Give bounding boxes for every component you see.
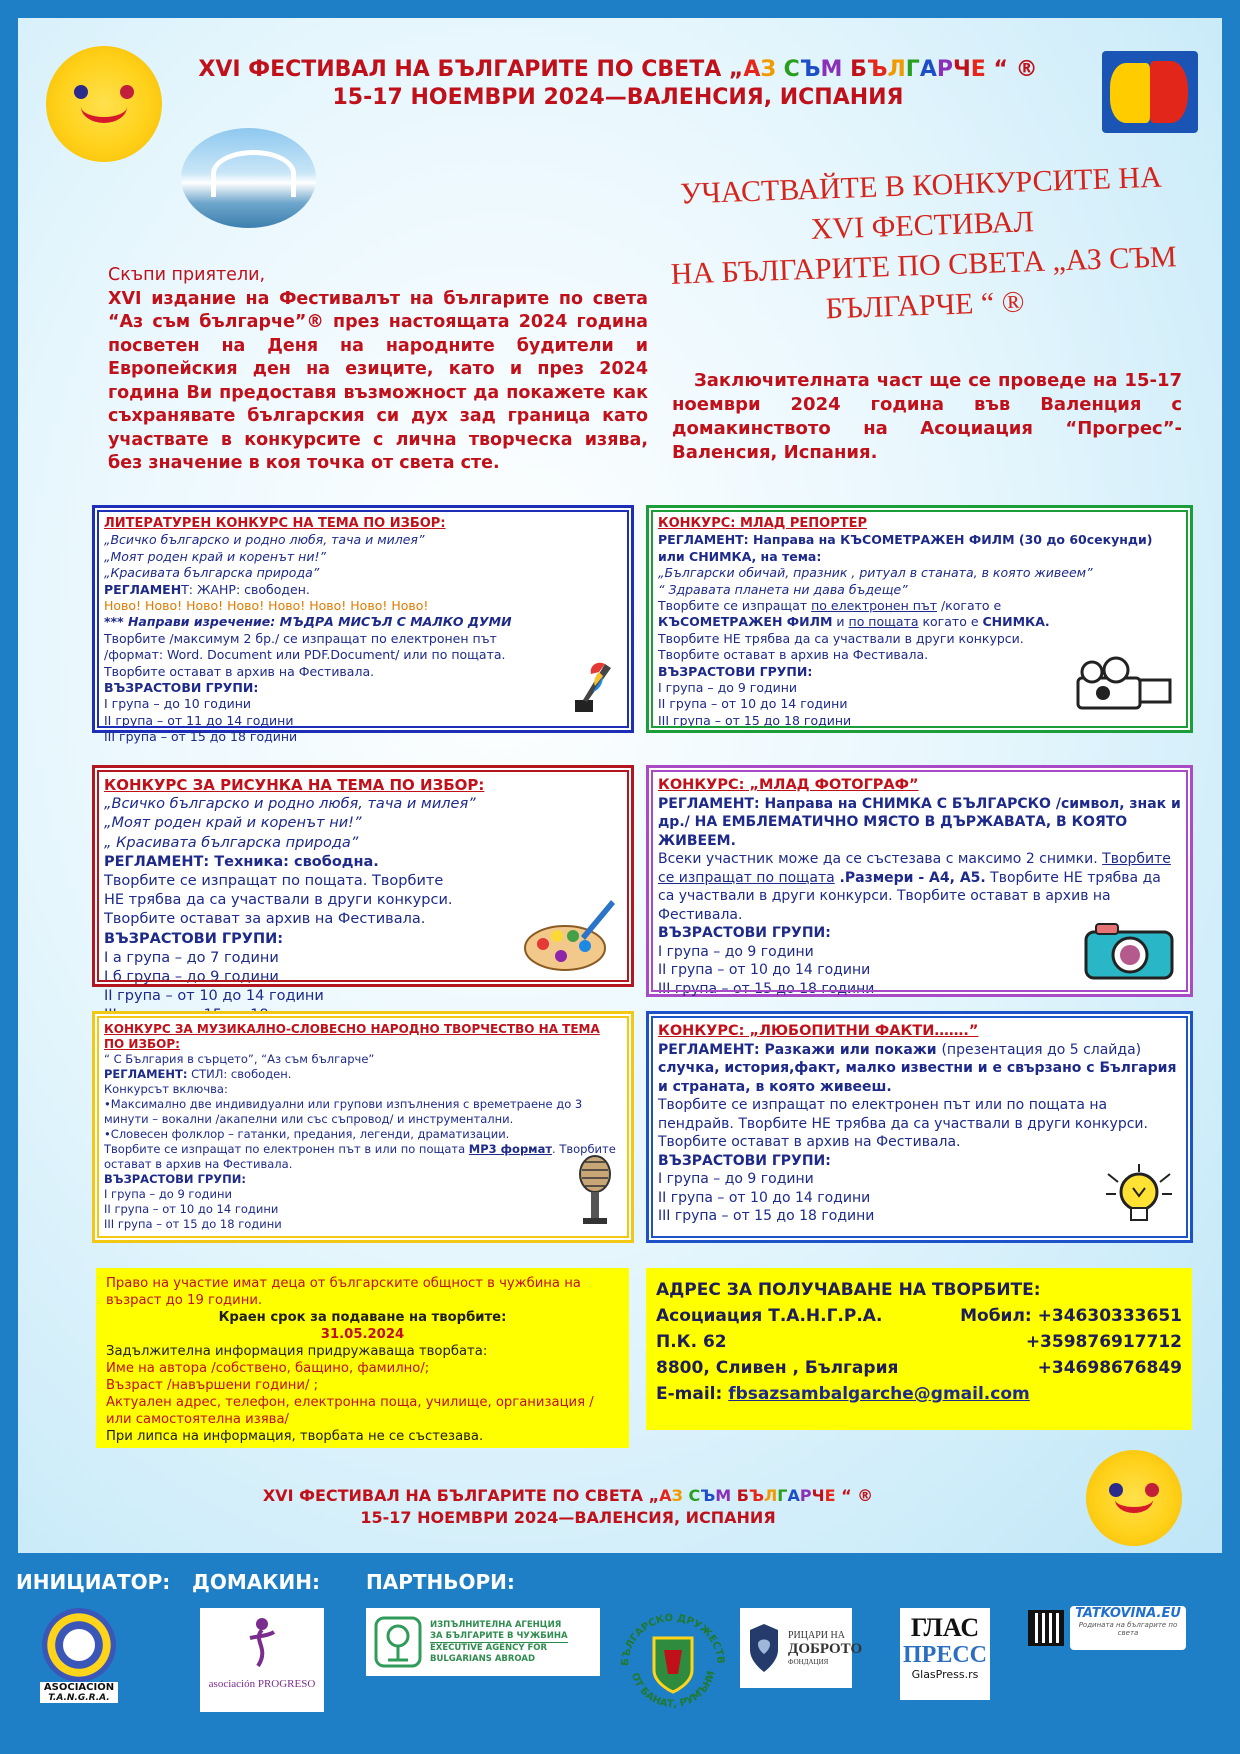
music-themes: “ С България в сърцето”, “Аз съм българче” [104, 1052, 375, 1066]
photo-camera-icon [1082, 918, 1176, 982]
tangra-logo [40, 1608, 118, 1718]
music-item: •Максимално две индивидуални или групови изпълнения с времетраене до 3 минути – вокални /акапелни или със съпровод/ и инструментални. [104, 1097, 583, 1126]
drawing-title: КОНКУРС ЗА РИСУНКА НА ТЕМА ПО ИЗБОР: [104, 776, 485, 794]
reporter-when: когато е [918, 614, 983, 630]
partners-label: ПАРТНЬОРИ: [366, 1570, 515, 1594]
banat-society-logo [614, 1604, 732, 1722]
photographer-sizes: .Размери - А4, А5. [834, 869, 986, 886]
drawing-theme: „Моят роден край и коренът ни!” [104, 815, 362, 832]
literary-send-1: Творбите /максимум 2 бр./ се изпращат по електронен път [104, 630, 497, 646]
dancing-figure-icon [242, 1616, 282, 1674]
colored-letter: А [743, 57, 761, 82]
facts-reg-a: Разкажи или покажи [759, 1041, 942, 1058]
colored-letter: Ъ [799, 57, 821, 82]
music-age-title: ВЪЗРАСТОВИ ГРУПИ: [104, 1172, 246, 1186]
eligibility-box [96, 1268, 629, 1448]
photographer-title: КОНКУРС: „МЛАД ФОТОГРАФ” [658, 777, 919, 793]
footer-colored-name [659, 1486, 835, 1505]
photographer-contest-box [646, 765, 1193, 997]
age-group: I а група – до 7 години [104, 949, 279, 966]
age-group: II група – от 10 до 14 години [658, 696, 848, 712]
mandala-icon [42, 1608, 116, 1682]
microphone-icon [573, 1154, 617, 1228]
tangra-sub: T.A.N.G.R.A. [40, 1693, 118, 1703]
required-item: Възраст /навършени години/ ; [106, 1378, 319, 1393]
european-languages-logo [1102, 51, 1198, 133]
contest-heading [625, 156, 1220, 336]
address-po-box: П.К. 62 [656, 1332, 727, 1352]
music-reg-text: СТИЛ: свободен. [187, 1067, 292, 1081]
drawing-archive: Творбите остават за архив на Фестивала. [104, 911, 426, 928]
reporter-reg-label: РЕГЛАМЕНТ: [658, 532, 749, 548]
missing-info-note: При липса на информация, творбата не се състезава. [106, 1429, 484, 1444]
colored-letter: Ъ [700, 1486, 716, 1505]
colored-letter: А [659, 1486, 672, 1505]
drawing-theme: „ Красивата българска природа” [104, 834, 359, 851]
address-title: АДРЕС ЗА ПОЛУЧАВАНЕ НА ТВОРБИТЕ: [656, 1280, 1041, 1300]
facts-reg-b: (презентация до 5 слайда) [941, 1041, 1142, 1058]
age-group: II група – от 10 до 14 години [658, 962, 871, 978]
photographer-age-title: ВЪЗРАСТОВИ ГРУПИ: [658, 925, 831, 941]
colored-letter: Ч [952, 57, 971, 82]
facts-age-title: ВЪЗРАСТОВИ ГРУПИ: [658, 1152, 831, 1169]
facts-contest-box [646, 1011, 1193, 1243]
ritsari-logo [740, 1608, 863, 1688]
age-group: II група – от 11 до 14 години [104, 712, 294, 728]
colored-letter: Е [970, 57, 986, 82]
age-group: III група – от 15 до 18 години [658, 1208, 875, 1224]
progreso-logo [200, 1608, 324, 1712]
literary-archive: Творбите остават в архив на Фестивала. [104, 663, 375, 679]
drawing-not-other: НЕ трябва да са участвали в други конкурси. [104, 892, 453, 909]
music-send-b: . Творбите остават в архив на Фестивала. [104, 1142, 616, 1171]
header-line-1 [168, 56, 1068, 84]
drawing-send: Творбите се изпращат по пощата. Творбите [104, 873, 444, 890]
reporter-age-title: ВЪЗРАСТОВИ ГРУПИ: [658, 663, 813, 679]
age-group: II група – от 10 до 14 години [104, 1202, 279, 1216]
reporter-send-a: Творбите се изпращат [658, 598, 812, 614]
music-item: •Словесен фолклор – гатанки, предания, легенди, драматизации. [104, 1127, 510, 1141]
colored-letter: Л [764, 1486, 778, 1505]
address-phone: +359876917712 [1025, 1332, 1182, 1352]
smile-icon [81, 90, 127, 122]
glaspress-logo [900, 1608, 990, 1700]
footer-line-2: 15-17 НОЕМВРИ 2024—ВАЛЕНСИЯ, ИСПАНИЯ [360, 1508, 776, 1527]
colored-letter: Ъ [866, 57, 888, 82]
required-info: Задължителна информация придружаваща творбата: [106, 1344, 488, 1359]
qr-code-icon [1028, 1610, 1064, 1646]
required-item: Име на автора /собствено, бащино, фамилно/; [106, 1361, 430, 1376]
reporter-by-post: по пощата [848, 614, 919, 630]
literary-contest-box [92, 505, 634, 745]
reporter-theme: „Български обичай, празник , ритуал в станата, в която живеем” [658, 565, 1093, 581]
age-group: II група – от 10 до 14 години [658, 1189, 871, 1206]
age-group: III група – от 15 до 18 години [104, 729, 298, 745]
reporter-and: и [832, 614, 849, 630]
email-label: E-mail: [656, 1384, 729, 1404]
colored-letter: Г [777, 1486, 788, 1505]
age-group: II група – от 10 до 14 години [104, 988, 324, 1005]
colored-letter: С [783, 57, 800, 82]
header-line1-prefix: XVI ФЕСТИВАЛ НА БЪЛГАРИТЕ ПО СВЕТА „ [198, 57, 744, 82]
literary-title: ЛИТЕРАТУРЕН КОНКУРС НА ТЕМА ПО ИЗБОР: [104, 516, 446, 531]
age-group: I група – до 10 години [104, 696, 252, 712]
colored-letter: З [760, 57, 784, 82]
glas-line2: ПРЕСС [903, 1642, 987, 1668]
final-part-text: Заключителната част ще се проведе на 15-17 ноември 2024 година във Валенция с домакинството на Асоциация “Прогрес”- Валенсия, Испания. [672, 370, 1182, 463]
literary-theme: „Моят роден край и коренът ни!” [104, 548, 326, 564]
facts-reg-c: случка, история,факт, малко известни и е свързано с България и страната, в която живееш. [658, 1060, 1177, 1095]
address-city: 8800, Сливен , България [656, 1358, 899, 1378]
literary-theme: „Красивата българска природа” [104, 565, 320, 581]
executive-agency-logo [366, 1608, 600, 1676]
header-colored-name [743, 57, 985, 82]
colored-letter: А [787, 1486, 800, 1505]
reporter-archive: Творбите остават в архив на Фестивала. [658, 647, 929, 663]
literary-reg-text: Т: ЖАНР: свободен. [181, 581, 310, 597]
drawing-theme: „Всичко българско и родно любя, тача и милея” [104, 796, 476, 813]
valencia-opera-photo [181, 128, 316, 228]
reporter-photo: СНИМКА. [982, 614, 1050, 630]
colored-letter: Б [850, 57, 867, 82]
agency-en-1: EXECUTIVE AGENCY FOR [430, 1642, 548, 1653]
address-mobile: Мобил: +34630333651 [960, 1306, 1182, 1326]
agency-bg-2: ЗА БЪЛГАРИТЕ В ЧУЖБИНА [430, 1630, 568, 1641]
literary-reg-label: РЕГЛАМЕН [104, 581, 182, 597]
agency-bg-1: ИЗПЪЛНИТЕЛНА АГЕНЦИЯ [430, 1619, 562, 1630]
age-group: I група – до 9 години [658, 680, 798, 696]
music-mp3-format: MP3 формат [468, 1142, 553, 1156]
colored-letter: М [715, 1486, 737, 1505]
contest-heading-line2: XVI ФЕСТИВАЛ [810, 205, 1035, 246]
reporter-contest-box [646, 505, 1193, 733]
literary-theme: „Всичко българско и родно любя, тача и милея” [104, 532, 425, 548]
reporter-reg-text: Направа на КЪСОМЕТРАЖЕН ФИЛМ (30 до 60секунди) или СНИМКА, на тема: [658, 532, 1153, 564]
photographer-by-post: Творбите се изпращат по пощата [658, 851, 1171, 886]
header-line-2: 15-17 НОЕМВРИ 2024—ВАЛЕНСИЯ, ИСПАНИЯ [332, 85, 904, 110]
age-group: III група – от 15 до 18 години [658, 712, 852, 728]
colored-letter: Ъ [748, 1486, 764, 1505]
colored-letter: Р [799, 1486, 812, 1505]
literary-age-title: ВЪЗРАСТОВИ ГРУПИ: [104, 680, 259, 696]
age-group: I група – до 9 години [658, 1171, 814, 1187]
quill-ink-icon [555, 656, 617, 718]
header-line1-suffix: “ ® [985, 57, 1038, 82]
literary-saying-prefix: *** Направи изречение: [104, 614, 280, 630]
age-group: I група – до 9 години [104, 1187, 232, 1201]
drawing-contest-box [92, 765, 634, 1005]
address-phone: +34698676849 [1037, 1358, 1182, 1378]
smile-icon [1115, 1486, 1153, 1513]
reporter-theme: “ Здравата планета ни дава бъдеще” [658, 581, 908, 597]
contest-heading-line1: УЧАСТВАЙТЕ В КОНКУРСИТЕ НА [679, 160, 1163, 211]
colored-letter: С [688, 1486, 701, 1505]
intro-text [108, 264, 648, 476]
music-includes: Конкурсът включва: [104, 1082, 228, 1096]
facts-reg-label: РЕГЛАМЕНТ: [658, 1041, 760, 1058]
address-box [646, 1268, 1192, 1430]
progreso-name: asociación PROGRESO [208, 1678, 316, 1690]
colored-letter: Ч [811, 1486, 825, 1505]
colored-letter: З [671, 1486, 689, 1505]
poster [18, 18, 1222, 1553]
reporter-send-electronic: по електронен път [811, 598, 937, 614]
colored-letter: М [820, 57, 851, 82]
deadline-date: 31.05.2024 [320, 1327, 405, 1342]
deadline-label: Краен срок за подаване на творбите: [218, 1310, 507, 1325]
festival-sun-logo [46, 46, 162, 162]
colored-letter: Б [736, 1486, 749, 1505]
footer-title [168, 1485, 968, 1529]
music-reg-label: РЕГЛАМЕНТ: [104, 1067, 188, 1081]
address-org: Асоциация Т.А.Н.Г.Р.А. [656, 1306, 883, 1326]
light-bulb-icon [1102, 1164, 1176, 1228]
photographer-each-c: Творбите НЕ трябва да са участвали в други конкурси. Творбите остават в архив на Фестивала. [658, 869, 1161, 923]
ritsari-line1: РИЦАРИ НА [788, 1630, 845, 1641]
tatkovina-logo [1070, 1606, 1186, 1650]
literary-send-2: /формат: Word. Document или PDF.Document/ или по пощата. [104, 647, 506, 663]
photographer-reg: РЕГЛАМЕНТ: Направа на СНИМКА С БЪЛГАРСКО /символ, знак и др./ НА ЕМБЛЕМАТИЧНО МЯСТО В ДЪРЖАВАТА, В КОЯТО ЖИВЕЕМ. [658, 795, 1181, 849]
facts-title: КОНКУРС: „ЛЮБОПИТНИ ФАКТИ…….” [658, 1023, 979, 1039]
reporter-title: КОНКУРС: МЛАД РЕПОРТЕР [658, 516, 868, 531]
colored-letter: Г [905, 57, 920, 82]
tangra-name: ASOCIACIÓN [40, 1682, 118, 1693]
required-item: Актуален адрес, телефон, електронна поща, училище, организация /или самостоятелна изява/ [106, 1395, 594, 1427]
tatkovina-sub: Родината на българите по света [1078, 1621, 1178, 1637]
colored-letter: А [919, 57, 937, 82]
age-group: III група – от 15 до 18 години [104, 1217, 282, 1231]
music-contest-box [92, 1011, 634, 1243]
reporter-not-other: Творбите НЕ трябва да са участвали в други конкурси. [658, 630, 1024, 646]
festival-sun-logo [1086, 1450, 1182, 1546]
footer-line1-prefix: XVI ФЕСТИВАЛ НА БЪЛГАРИТЕ ПО СВЕТА „ [262, 1486, 660, 1505]
facts-send: Творбите се изпращат по електронен път или по пощата на пендрайв. Творбите НЕ трябва да са участвали в други конкурси. Творбите остават в архив на Фестивала. [658, 1097, 1148, 1150]
glas-line1: ГЛАС [910, 1613, 980, 1642]
age-group: I б група – до 9 години [104, 969, 279, 986]
photographer-each-a: Всеки участник може да се състезава с максимо 2 снимки. [658, 851, 1103, 867]
header-title [168, 56, 1068, 112]
drawing-reg: РЕГЛАМЕНТ: Техника: свободна. [104, 853, 379, 870]
footer-line1-suffix: “ ® [835, 1486, 874, 1505]
svg-text:БЪЛГАРСКО ДРУЖЕСТВО: БЪЛГАРСКО ДРУЖЕСТВ [619, 1612, 727, 1667]
paint-palette-icon [521, 896, 617, 972]
knight-shield-icon [746, 1622, 782, 1674]
colored-letter: Л [887, 57, 906, 82]
initiator-label: ИНИЦИАТОР: [16, 1570, 171, 1594]
agency-en-2: BULGARIANS ABROAD [430, 1653, 536, 1664]
reporter-film: КЪСОМЕТРАЖЕН ФИЛМ [658, 614, 833, 630]
email-link[interactable]: fbsazsambalgarche@gmail.com [728, 1384, 1030, 1404]
age-group: III група – от 15 до 18 години [658, 980, 875, 997]
colored-letter: Р [936, 57, 953, 82]
ritsari-line3: ФОНДАЦИЯ [788, 1658, 829, 1666]
music-title: КОНКУРС ЗА МУЗИКАЛНО-СЛОВЕСНО НАРОДНО ТВОРЧЕСТВО НА ТЕМА ПО ИЗБОР: [104, 1022, 600, 1051]
reporter-send-b: /когато е [937, 598, 1002, 614]
literary-new-line: Ново! Ново! Ново! Ново! Ново! Ново! Ново! Ново! [104, 598, 429, 614]
glas-line3: GlasPress.rs [911, 1668, 979, 1681]
music-send-a: Творбите се изпращат по електронен път в или по пощата [104, 1142, 469, 1156]
literary-saying: МЪДРА МИСЪЛ С МАЛКО ДУМИ [279, 614, 512, 630]
eligibility-line: Право на участие имат деца от българските общност в чужбина на възраст до 19 години. [106, 1276, 581, 1308]
tatkovina-name: TATKOVINA.EU [1075, 1606, 1181, 1621]
tree-emblem-icon [374, 1616, 422, 1668]
host-label: ДОМАКИН: [192, 1570, 321, 1594]
age-group: I група – до 9 години [658, 943, 814, 960]
intro-paragraph: XVI издание на Фестивалът на българите по света “Аз съм българче”® през настоящата 2024 година посветен на Деня на народните будители и Европейския ден на езиците, като и през 2024 година Ви предоставя възможност да покажете как съхранявате българския си дух зад граница като участвате в конкурсите с лична творческа изява, без значение в коя точка от света сте. [108, 288, 648, 473]
svg-text:ОТ БАНАТ, РУМЪНИЯ: ОТ БАНАТ, РУМЪНИ [628, 1669, 718, 1711]
video-camera-icon [1068, 656, 1176, 718]
intro-greeting: Скъпи приятели, [108, 265, 266, 285]
ritsari-line2: ДОБРОТО [788, 1641, 863, 1657]
colored-letter: Е [824, 1486, 836, 1505]
drawing-age-title: ВЪЗРАСТОВИ ГРУПИ: [104, 930, 284, 947]
contest-heading-line3: НА БЪЛГАРИТЕ ПО СВЕТА „АЗ СЪМ БЪЛГАРЧЕ “ ® [670, 240, 1178, 326]
